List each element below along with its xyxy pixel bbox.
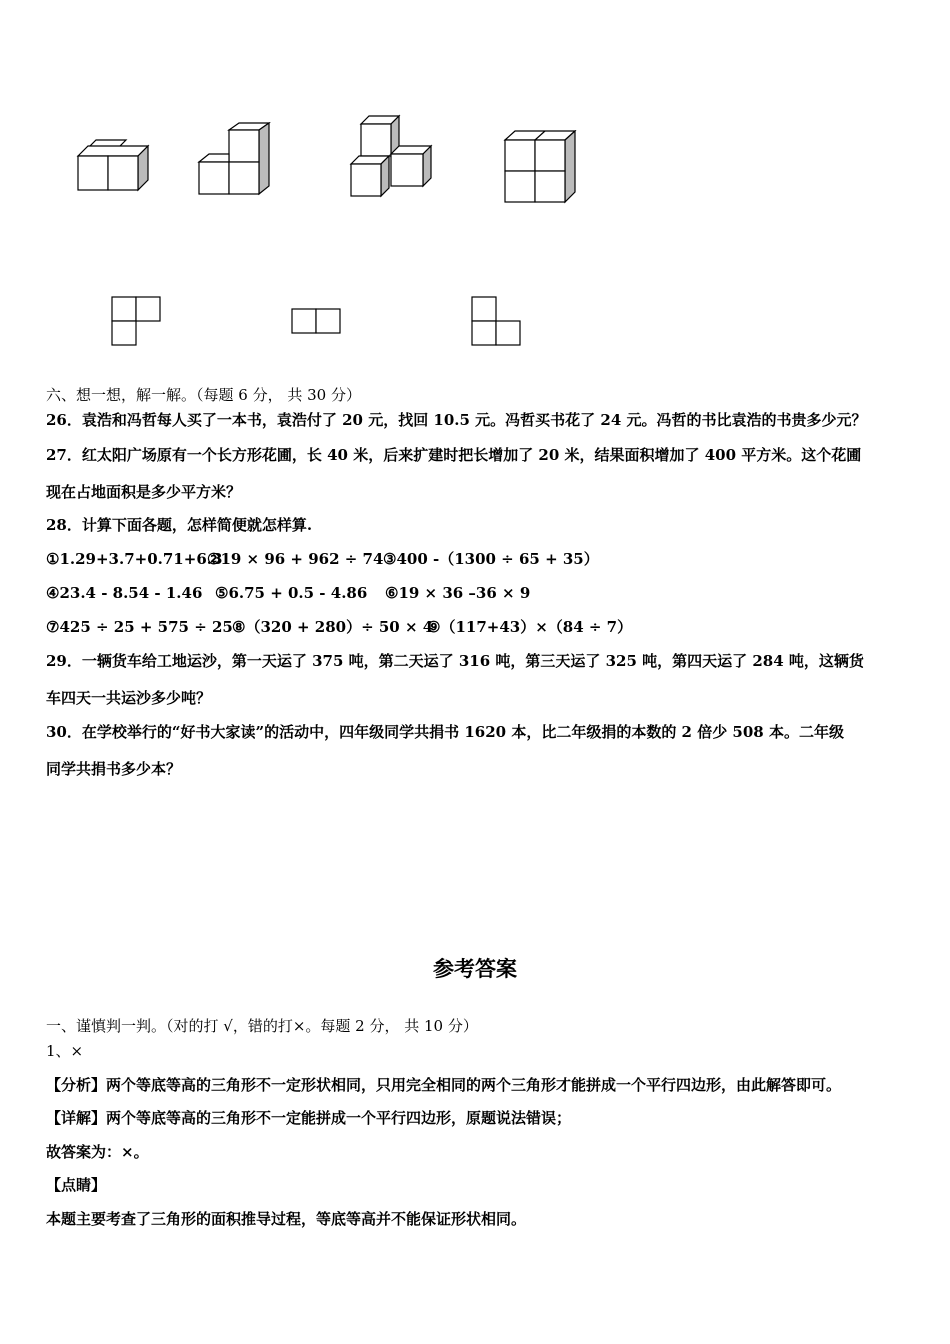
calc-expression-1: ①1.29+3.7+0.71+6.3 — [46, 550, 223, 568]
question-27-line1: 27．红太阳广场原有一个长方形花圃，长 40 米，后来扩建时把长增加了 20 米，结果面积增加了 400 平方米。这个花圃 — [46, 446, 862, 464]
question-26: 26．袁浩和冯哲每人买了一本书，袁浩付了 20 元，找回 10.5 元。冯哲买书花了 24 元。冯哲的书比袁浩的书贵多少元？ — [46, 411, 867, 429]
question-29-line1: 29．一辆货车给工地运沙，第一天运了 375 吨，第二天运了 316 吨，第三天运了 325 吨，第四天运了 284 吨，这辆货 — [46, 652, 864, 670]
cube-figure-4 — [503, 130, 579, 204]
answer-comment: 本题主要考查了三角形的面积推导过程，等底等高并不能保证形状相同。 — [46, 1210, 527, 1228]
question-29-line2: 车四天一共运沙多少吨？ — [46, 689, 212, 707]
view-figure-3 — [471, 296, 523, 346]
view-figure-2 — [291, 308, 343, 335]
answer-analysis: 【分析】两个等底等高的三角形不一定形状相同，只用完全相同的两个三角形才能拼成一个平行四边形，由此解答即可。 — [46, 1076, 842, 1094]
calc-expression-2: ②19 × 96 + 962 ÷ 74 — [207, 550, 384, 568]
answer-conclusion: 故答案为：×。 — [46, 1143, 149, 1161]
question-30-line2: 同学共捐书多少本？ — [46, 760, 182, 778]
question-27-line2: 现在占地面积是多少平方米？ — [46, 483, 242, 501]
question-30-line1: 30．在学校举行的“好书大家读”的活动中，四年级同学共捐书 1620 本，比二年级捐的本数的 2 倍少 508 本。二年级 — [46, 723, 844, 741]
view-figure-1 — [111, 296, 163, 346]
cube-figure-1 — [76, 138, 152, 192]
answer-item-1: 1、× — [46, 1042, 84, 1060]
question-28: 28．计算下面各题，怎样简便就怎样算. — [46, 516, 313, 534]
answers-section1-heading: 一、谨慎判一判。（对的打 √，错的打×。每题 2 分， 共 10 分） — [46, 1017, 478, 1035]
calc-expression-9: ⑨（117+43）×（84 ÷ 7） — [427, 618, 633, 636]
section6-heading: 六、想一想，解一解。（每题 6 分， 共 30 分） — [46, 386, 361, 404]
calc-expression-8: ⑧（320 + 280）÷ 50 × 4 — [232, 618, 434, 636]
answer-comment-label: 【点睛】 — [46, 1176, 107, 1194]
answers-title: 参考答案 — [433, 957, 517, 981]
cube-figure-3 — [349, 114, 433, 198]
calc-expression-5: ⑤6.75 + 0.5 - 4.86 — [215, 584, 368, 602]
calc-expression-3: ③400 -（1300 ÷ 65 + 35） — [383, 550, 599, 568]
cube-figure-2 — [197, 122, 273, 196]
calc-expression-7: ⑦425 ÷ 25 + 575 ÷ 25 — [46, 618, 233, 636]
answer-detail: 【详解】两个等底等高的三角形不一定能拼成一个平行四边形，原题说法错误； — [46, 1109, 572, 1127]
calc-expression-6: ⑥19 × 36 –36 × 9 — [385, 584, 531, 602]
calc-expression-4: ④23.4 - 8.54 - 1.46 — [46, 584, 203, 602]
